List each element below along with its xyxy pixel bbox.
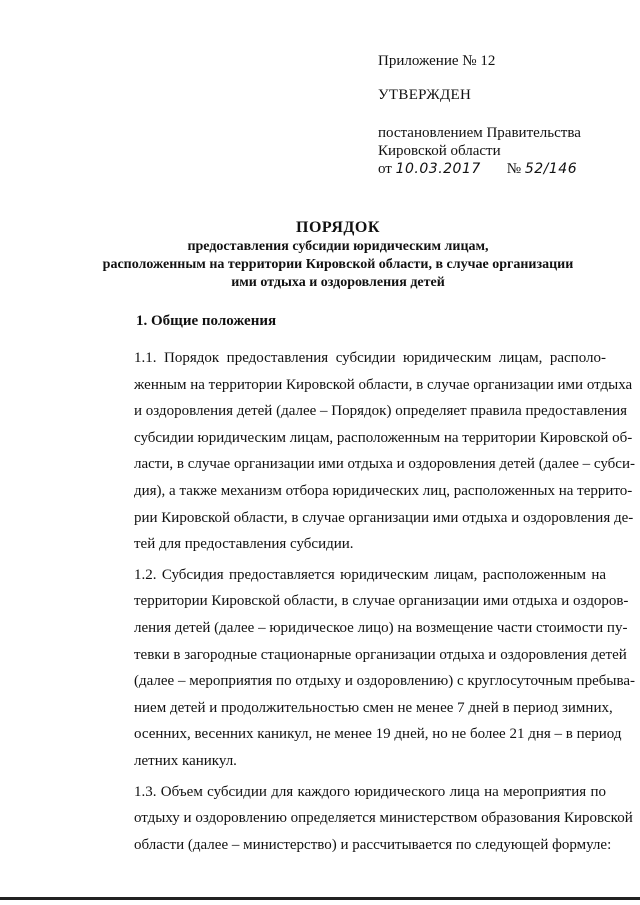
paragraph-1-2 xyxy=(88,562,635,775)
title-line-1: предоставления субсидии юридическим лицам, xyxy=(187,239,489,254)
approval-date: 10.03.2017 xyxy=(395,161,481,177)
title-main: ПОРЯДОК xyxy=(296,219,380,236)
text-line: 1.1. Порядок предоставления субсидии юридическим лицам, располо- xyxy=(134,350,606,366)
text-line: и оздоровления детей (далее – Порядок) определяет правила предоставления xyxy=(134,403,628,420)
text-line: летних каникул. xyxy=(134,752,237,769)
text-line: нием детей и продолжительностью смен не менее 7 дней в период зимних, xyxy=(134,699,613,716)
approved-stamp: УТВЕРЖДЕН xyxy=(378,87,472,103)
body-text xyxy=(88,345,635,862)
text-line: тевки в загородные стационарные организации отдыха и оздоровления детей xyxy=(134,646,627,663)
paragraph-1-3 xyxy=(88,779,633,859)
approved-by-line1: постановлением Правительства xyxy=(378,125,581,141)
text-line: ласти, в случае организации ими отдыха и оздоровления детей (далее – субси- xyxy=(134,456,635,473)
title-line-2: расположенным на территории Кировской области, в случае организации xyxy=(102,257,574,272)
section-heading: 1. Общие положения xyxy=(136,313,277,329)
approved-by-line2: Кировской области xyxy=(378,143,501,159)
text-line: области (далее – министерство) и рассчитывается по следующей формуле: xyxy=(134,836,612,853)
text-line: субсидии юридическим лицам, расположенным на территории Кировской об- xyxy=(134,429,633,446)
number-prefix: № xyxy=(506,161,522,177)
text-line: осенних, весенних каникул, не менее 19 дней, но не более 21 дня – в период xyxy=(134,726,622,743)
annex-number: Приложение № 12 xyxy=(378,53,496,69)
text-line: отдыху и оздоровлению определяется министерством образования Кировской xyxy=(134,810,633,827)
approval-date-line xyxy=(378,160,618,178)
text-line: 1.3. Объем субсидии для каждого юридического лица на мероприятия по xyxy=(134,783,606,800)
scan-edge-line xyxy=(0,897,640,900)
title-line-3: ими отдыха и оздоровления детей xyxy=(231,275,445,290)
text-line: 1.2. Субсидия предоставляется юридическим лицам, расположенным на xyxy=(134,566,606,583)
text-line: женным на территории Кировской области, в случае организации ими отдыха xyxy=(134,376,633,393)
text-line: территории Кировской области, в случае организации ими отдыха и оздоров- xyxy=(134,593,629,610)
date-prefix: от xyxy=(378,161,392,177)
approval-number: 52/146 xyxy=(524,161,578,177)
document-title xyxy=(80,218,596,292)
text-line: дия), а также механизм отбора юридических лиц, расположенных на террито- xyxy=(134,482,633,499)
text-line: ления детей (далее – юридическое лицо) на возмещение части стоимости пу- xyxy=(134,619,628,636)
approval-header xyxy=(378,52,618,178)
text-line: (далее – мероприятия по отдыху и оздоровлению) с круглосуточным пребыва- xyxy=(134,673,635,690)
paragraph-1-1 xyxy=(88,345,635,558)
text-line: тей для предоставления субсидии. xyxy=(134,536,354,553)
text-line: рии Кировской области, в случае организации ими отдыха и оздоровления де- xyxy=(134,509,634,526)
